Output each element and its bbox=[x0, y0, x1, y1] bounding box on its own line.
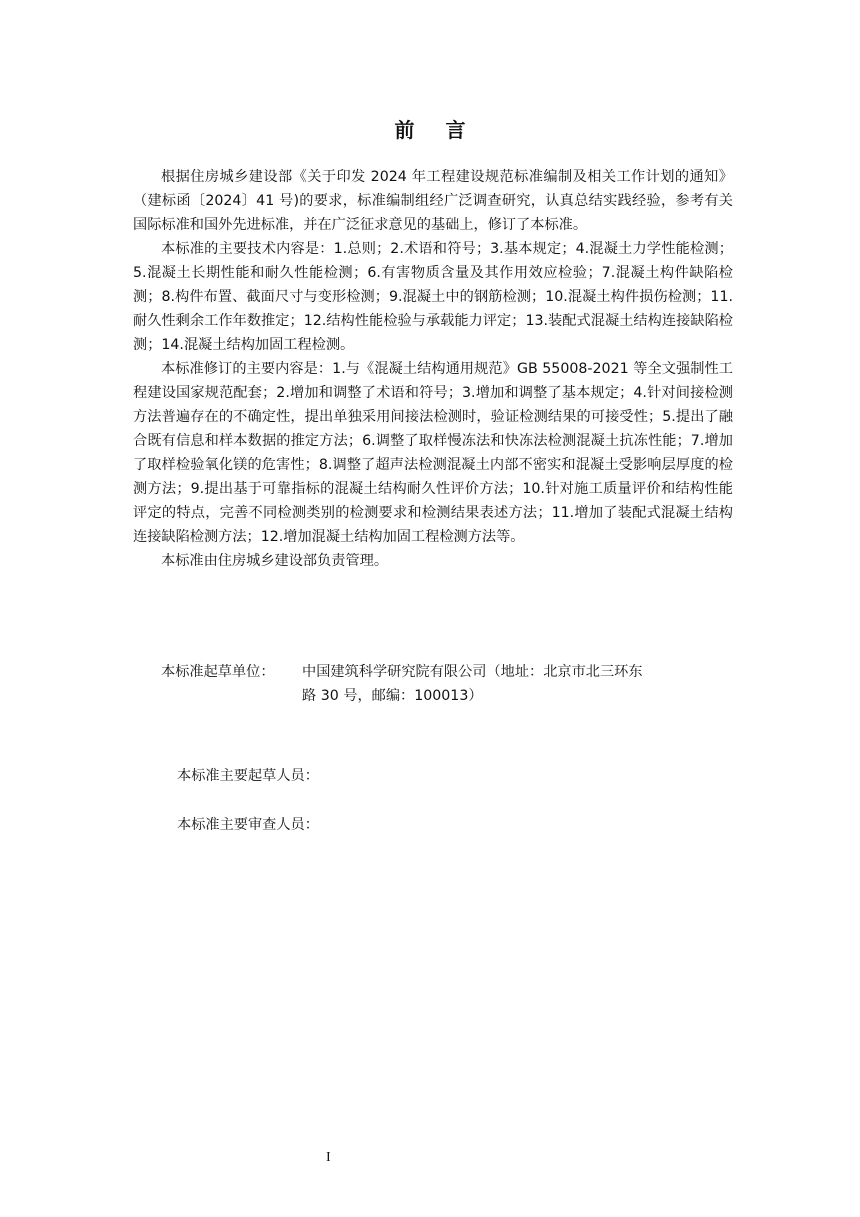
paragraph-technical-contents: 本标准的主要技术内容是：1.总则；2.术语和符号；3.基本规定；4.混凝土力学性能检测；5.混凝土长期性能和耐久性能检测；6.有害物质含量及其作用效应检验；7.混凝土构件缺陷检测；8.构件布置、截面尺寸与变形检测；9.混凝土中的钢筋检测；10.混凝土构件损伤检测；11.耐久性剩余工作年数推定；12.结构性能检验与承载能力评定；13.装配式混凝土结构连接缺陷检测；14.混凝土结构加固工程检测。 bbox=[133, 241, 733, 353]
drafting-unit-label: 本标准起草单位： bbox=[161, 664, 275, 680]
drafting-unit-value bbox=[302, 660, 682, 708]
paragraph-background: 根据住房城乡建设部《关于印发 2024 年工程建设规范标准编制及相关工作计划的通知》（建标函〔2024〕41 号)的要求，标准编制组经广泛调查研究，认真总结实践经验，参考有关国际标准和国外先进标准，并在广泛征求意见的基础上，修订了本标准。 bbox=[133, 169, 733, 233]
paragraph-revision-contents: 本标准修订的主要内容是：1.与《混凝土结构通用规范》GB 55008-2021 等全文强制性工程建设国家规范配套；2.增加和调整了术语和符号；3.增加和调整了基本规定；4.针对间接检测方法普遍存在的不确定性，提出单独采用间接法检测时，验证检测结果的可接受性；5.提出了融合既有信息和样本数据的推定方法；6.调整了取样慢冻法和快冻法检测混凝土抗冻性能；7.增加了取样检验氧化镁的危害性；8.调整了超声法检测混凝土内部不密实和混凝土受影响层厚度的检测方法；9.提出基于可靠指标的混凝土结构耐久性评价方法；10.针对施工质量评价和结构性能评定的特点，完善不同检测类别的检测要求和检测结果表述方法；11.增加了装配式混凝土结构连接缺陷检测方法；12.增加混凝土结构加固工程检测方法等。 bbox=[133, 361, 733, 545]
preface-body bbox=[133, 165, 733, 573]
paragraph-management: 本标准由住房城乡建设部负责管理。 bbox=[161, 553, 389, 569]
page-title: 前 言 bbox=[394, 118, 478, 142]
main-reviewers-label: 本标准主要审查人员： bbox=[177, 817, 319, 833]
main-drafters-label: 本标准主要起草人员： bbox=[177, 768, 319, 784]
page-number: I bbox=[326, 1150, 331, 1165]
drafting-unit-line-1: 中国建筑科学研究院有限公司（地址：北京市北三环东 bbox=[302, 664, 643, 680]
drafting-unit-line-2: 路 30 号，邮编：100013） bbox=[302, 688, 483, 704]
